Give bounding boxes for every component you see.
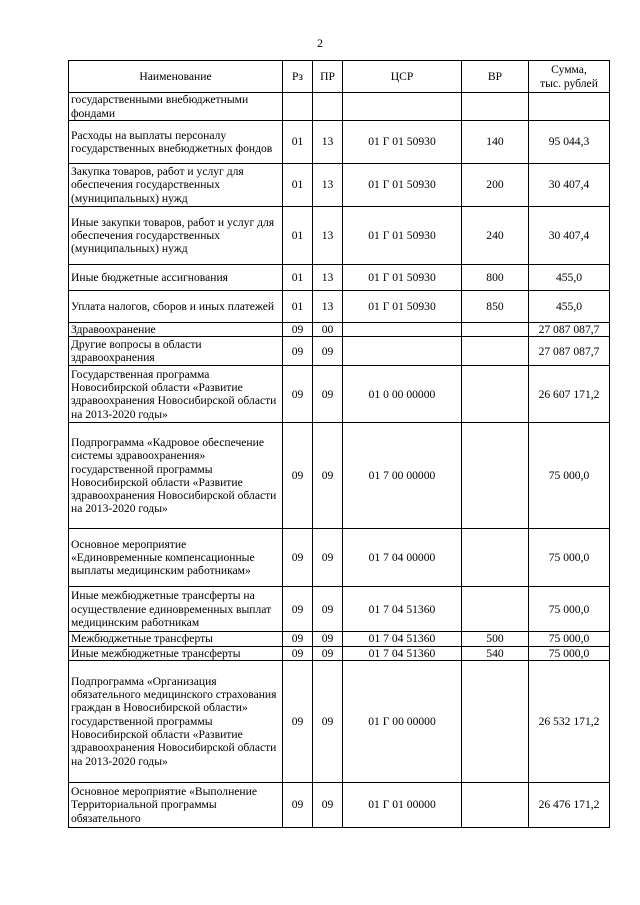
cell-rz: 09: [283, 423, 313, 529]
cell-sum: 455,0: [529, 265, 610, 291]
header-vr: ВР: [462, 61, 529, 93]
cell-rz: 09: [283, 632, 313, 646]
cell-sum: [529, 93, 610, 121]
table-row: [69, 632, 610, 646]
header-name: Наименование: [69, 61, 283, 93]
cell-vr: 240: [462, 207, 529, 265]
cell-pr: 09: [313, 782, 343, 827]
cell-vr: [462, 366, 529, 423]
cell-vr: [462, 323, 529, 337]
cell-name: Уплата налогов, сборов и иных платежей: [69, 291, 283, 323]
cell-csr: 01 7 04 51360: [343, 587, 462, 632]
cell-pr: 00: [313, 323, 343, 337]
cell-rz: 01: [283, 121, 313, 164]
cell-vr: [462, 587, 529, 632]
cell-name: Иные межбюджетные трансферты: [69, 646, 283, 660]
cell-vr: 500: [462, 632, 529, 646]
cell-sum: 75 000,0: [529, 587, 610, 632]
cell-name: Межбюджетные трансферты: [69, 632, 283, 646]
cell-name: Государственная программа Новосибирской области «Развитие здравоохранения Новосибирской области на 2013-2020 годы»: [69, 366, 283, 423]
table-row: [69, 337, 610, 366]
table-row: [69, 207, 610, 265]
table-row: [69, 164, 610, 207]
cell-sum: 27 087 087,7: [529, 337, 610, 366]
cell-rz: 09: [283, 366, 313, 423]
cell-vr: 140: [462, 121, 529, 164]
cell-pr: 09: [313, 529, 343, 587]
cell-sum: 75 000,0: [529, 529, 610, 587]
cell-name: Подпрограмма «Кадровое обеспечение системы здравоохранения» государственной программы Новосибирской области «Развитие здравоохранения Новосибирской области на 2013-2020 годы»: [69, 423, 283, 529]
cell-csr: [343, 93, 462, 121]
cell-vr: 850: [462, 291, 529, 323]
cell-name: Иные бюджетные ассигнования: [69, 265, 283, 291]
cell-name: Подпрограмма «Организация обязательного медицинского страхования граждан в Новосибирской области» государственной программы Новосибирской области «Развитие здравоохранения Новосибирской области на 2013-2020 годы»: [69, 660, 283, 782]
table-row: [69, 323, 610, 337]
cell-pr: 09: [313, 366, 343, 423]
table-row: [69, 121, 610, 164]
cell-name: Другие вопросы в области здравоохранения: [69, 337, 283, 366]
cell-name: государственными внебюджетными фондами: [69, 93, 283, 121]
cell-pr: 09: [313, 587, 343, 632]
cell-pr: 13: [313, 265, 343, 291]
header-csr: ЦСР: [343, 61, 462, 93]
cell-vr: [462, 782, 529, 827]
cell-sum: 26 532 171,2: [529, 660, 610, 782]
cell-rz: 09: [283, 337, 313, 366]
cell-sum: 30 407,4: [529, 164, 610, 207]
table-row: [69, 265, 610, 291]
cell-rz: 01: [283, 291, 313, 323]
table-row: [69, 660, 610, 782]
cell-csr: 01 7 04 00000: [343, 529, 462, 587]
cell-sum: 26 607 171,2: [529, 366, 610, 423]
header-sum: Сумма, тыс. рублей: [529, 61, 610, 93]
page-number: 2: [317, 36, 323, 50]
cell-sum: 75 000,0: [529, 423, 610, 529]
cell-rz: 09: [283, 323, 313, 337]
cell-pr: 09: [313, 632, 343, 646]
cell-csr: 01 0 00 00000: [343, 366, 462, 423]
cell-pr: 13: [313, 207, 343, 265]
cell-name: Здравоохранение: [69, 323, 283, 337]
cell-sum: 75 000,0: [529, 632, 610, 646]
cell-pr: 13: [313, 121, 343, 164]
cell-rz: 09: [283, 587, 313, 632]
cell-csr: 01 Г 01 50930: [343, 291, 462, 323]
cell-rz: 09: [283, 660, 313, 782]
cell-pr: [313, 93, 343, 121]
table-row: [69, 423, 610, 529]
cell-rz: 09: [283, 646, 313, 660]
cell-rz: 09: [283, 782, 313, 827]
cell-rz: 01: [283, 265, 313, 291]
table-row: [69, 646, 610, 660]
cell-sum: 95 044,3: [529, 121, 610, 164]
table-row: [69, 93, 610, 121]
budget-table: [68, 60, 610, 828]
header-rz: Рз: [283, 61, 313, 93]
cell-name: Расходы на выплаты персоналу государственных внебюджетных фондов: [69, 121, 283, 164]
cell-csr: 01 Г 01 50930: [343, 207, 462, 265]
table-row: [69, 782, 610, 827]
cell-rz: 01: [283, 207, 313, 265]
table-row: [69, 587, 610, 632]
cell-rz: 01: [283, 164, 313, 207]
cell-pr: 09: [313, 646, 343, 660]
cell-sum: 27 087 087,7: [529, 323, 610, 337]
cell-csr: 01 Г 00 00000: [343, 660, 462, 782]
cell-vr: [462, 337, 529, 366]
cell-sum: 30 407,4: [529, 207, 610, 265]
cell-name: Закупка товаров, работ и услуг для обеспечения государственных (муниципальных) нужд: [69, 164, 283, 207]
table-row: [69, 366, 610, 423]
cell-rz: 09: [283, 529, 313, 587]
cell-vr: [462, 529, 529, 587]
table-row: [69, 529, 610, 587]
cell-rz: [283, 93, 313, 121]
cell-csr: 01 7 00 00000: [343, 423, 462, 529]
cell-csr: 01 Г 01 50930: [343, 121, 462, 164]
cell-pr: 09: [313, 660, 343, 782]
cell-vr: [462, 660, 529, 782]
cell-pr: 09: [313, 423, 343, 529]
cell-pr: 09: [313, 337, 343, 366]
cell-vr: 200: [462, 164, 529, 207]
cell-sum: 26 476 171,2: [529, 782, 610, 827]
cell-vr: 800: [462, 265, 529, 291]
cell-pr: 13: [313, 164, 343, 207]
cell-vr: 540: [462, 646, 529, 660]
cell-csr: 01 Г 01 50930: [343, 265, 462, 291]
cell-csr: [343, 337, 462, 366]
cell-csr: 01 7 04 51360: [343, 632, 462, 646]
header-pr: ПР: [313, 61, 343, 93]
cell-vr: [462, 93, 529, 121]
cell-name: Иные закупки товаров, работ и услуг для обеспечения государственных (муниципальных) нужд: [69, 207, 283, 265]
cell-pr: 13: [313, 291, 343, 323]
cell-name: Иные межбюджетные трансферты на осуществление единовременных выплат медицинским работникам: [69, 587, 283, 632]
table-row: [69, 291, 610, 323]
table-header-row: [69, 61, 610, 93]
cell-name: Основное мероприятие «Единовременные компенсационные выплаты медицинским работникам»: [69, 529, 283, 587]
cell-sum: 455,0: [529, 291, 610, 323]
cell-csr: 01 Г 01 50930: [343, 164, 462, 207]
cell-csr: 01 Г 01 00000: [343, 782, 462, 827]
cell-vr: [462, 423, 529, 529]
cell-csr: 01 7 04 51360: [343, 646, 462, 660]
cell-name: Основное мероприятие «Выполнение Территориальной программы обязательного: [69, 782, 283, 827]
cell-csr: [343, 323, 462, 337]
cell-sum: 75 000,0: [529, 646, 610, 660]
